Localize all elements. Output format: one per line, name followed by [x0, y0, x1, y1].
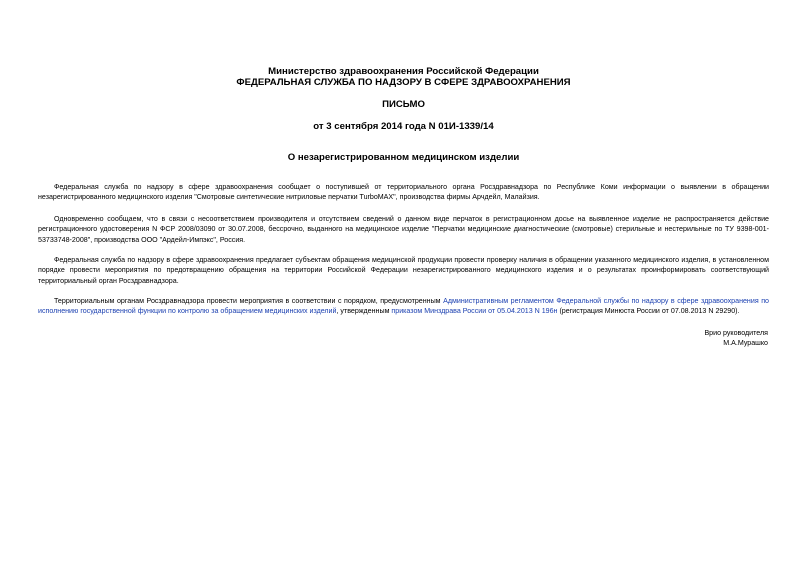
paragraph-2: Одновременно сообщаем, что в связи с несоответствием производителя и отсутствием сведений о данном виде перчаток в регистрационном досье на выявленное изделие не распространяется действие регистрационного удостоверения N ФСР 2008/03090 от 30.07.2008, бессрочно, выданного на медицинское изделие "Перчатки медицинские диагностические (смотровые) стерильные и нестерильные по ТУ 9398-001-53733748-2008", производства ООО "Ардейл-Импэкс", Россия.	[38, 215, 769, 244]
service-title: ФЕДЕРАЛЬНАЯ СЛУЖБА ПО НАДЗОРУ В СФЕРЕ ЗДРАВООХРАНЕНИЯ	[236, 77, 571, 88]
signatory-name: М.А.Мурашко	[723, 339, 768, 347]
paragraph-4-text-1: Территориальным органам Росздравнадзора провести мероприятия в соответствии с порядком, предусмотренным	[54, 297, 444, 305]
paragraph-4-text-3: (регистрация Минюста России от 07.08.2013 N 29290).	[557, 307, 740, 316]
paragraph-3: Федеральная служба по надзору в сфере здравоохранения предлагает субъектам обращения медицинской продукции провести проверку наличия в обращении указанного медицинского изделия, в установленном порядке провести мероприятия по предотвращению обращения на территории Российской Федерации незарегистрированного медицинского изделия и о результатах проинформировать соответствующий территориальный орган Росздравнадзора.	[38, 256, 769, 285]
paragraph-1: Федеральная служба по надзору в сфере здравоохранения сообщает о поступившей от территориального органа Росздравнадзора по Республике Коми информации о выявлении в обращении незарегистрированного медицинского изделия "Смотровые синтетические нитриловые перчатки TurboMAX", производства фирмы Арчдейл, Малайзия.	[38, 183, 769, 202]
paragraph-4-text-2: , утвержденным	[336, 307, 392, 316]
regulation-link[interactable]: Административным регламентом Федеральной службы по надзору в сфере здравоохранения по исполнению государственной функции по контролю за обращением медицинских изделий	[38, 297, 769, 316]
paragraph-4	[38, 296, 769, 317]
signatory-position: Врио руководителя	[704, 329, 768, 337]
document-date-number: от 3 сентября 2014 года N 01И-1339/14	[313, 121, 494, 132]
order-link[interactable]: приказом Минздрава России от 05.04.2013 N 196н	[391, 307, 558, 316]
document-type: ПИСЬМО	[382, 99, 425, 110]
ministry-title: Министерство здравоохранения Российской Федерации	[268, 66, 539, 77]
document-subject: О незарегистрированном медицинском изделии	[287, 152, 520, 163]
